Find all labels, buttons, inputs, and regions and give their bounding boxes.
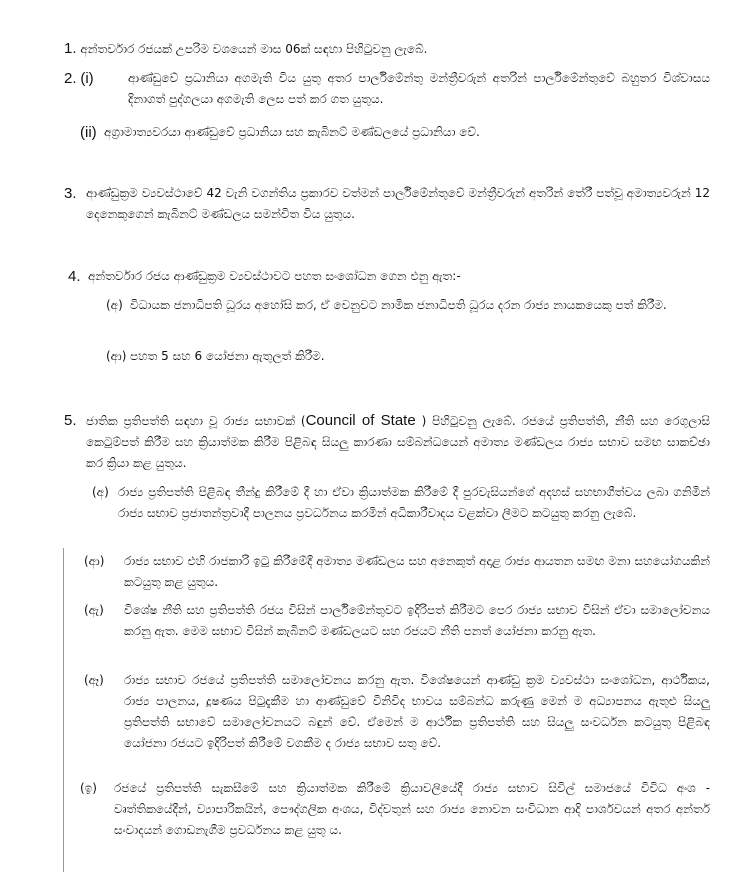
item-4-aa-label: (ආ) bbox=[106, 349, 127, 363]
item-5-number: 5. bbox=[64, 412, 77, 429]
item-1-number: 1. bbox=[64, 40, 77, 57]
item-5-u bbox=[80, 778, 710, 841]
item-5-aee-text: රාජ්‍ය සභාව රජයේ ප්‍රතිපත්ති සමාලෝචනය කරනු ඇත. විශේෂයෙන් ආණ්ඩු ක්‍රම ව්‍යවස්ථා සංශෝධන, ආර්ථිකය, රාජ්‍ය පාලනය, දූෂණය පිටුදැකීම හා ආණ්ඩුවේ විනිවිද භාවය සම්බන්ධ කරුණු මෙන් ම අධ්‍යාපනය ඇතුළු සියලු ප්‍රතිපත්ති සභාවේ සමාලෝචනයට බඳුන් වේ. ඒමෙන් ම ආර්ථික ප්‍රතිපත්ති සහ සියලු සංවර්ධන කටයුතු පිළිබඳ යෝජනා රජයට ඉදිරිපත් කිරීමේ වගකීම ද රාජ්‍ය සභාව සතු වේ. bbox=[124, 673, 710, 750]
item-5-aee bbox=[84, 670, 710, 754]
item-2-ii-text: අග්‍රාමාත්‍යවරයා ආණ්ඩුවේ ප්‍රධානියා සහ කැබිනට් මණ්ඩලයේ ප්‍රධානියා වේ. bbox=[104, 125, 480, 139]
item-1 bbox=[64, 38, 710, 60]
item-5-aa-label: (ආ) bbox=[84, 554, 105, 568]
item-3 bbox=[64, 183, 710, 225]
item-5-council-of-state: Council of State bbox=[305, 412, 416, 429]
item-5-aa bbox=[84, 551, 710, 593]
item-3-text: ආණ්ඩුක්‍රම ව්‍යවස්ථාවේ 42 වැනි වගන්තිය ප්‍රකාරව වත්මන් පාර්ලිමේන්තුවේ මන්ත්‍රීවරුන් අතරින් තේරී පත්වූ අමාත්‍යවරුන් 12 දෙනෙකුගෙන් කැබිනට් මණ්ඩලය සමන්විත විය යුතුය. bbox=[86, 186, 710, 221]
item-5-aee-label: (ඈ) bbox=[84, 673, 104, 687]
item-5-ae-text: විශේෂ නීති සහ ප්‍රතිපත්ති රජය විසින් පාර්ලිමේන්තුවට ඉදිරිපත් කිරීමට පෙර රාජ්‍ය සභාව විසින් ඒවා සමාලෝචනය කරනු ඇත. මෙම සභාව විසින් කැබිනට් මණ්ඩලයට සහ රජයට නීති පනත් යෝජනා කරනු ඇත. bbox=[124, 603, 710, 638]
item-4-a-label: (අ) bbox=[106, 298, 123, 312]
item-5-u-label: (ඉ) bbox=[80, 781, 97, 795]
item-2-number: 2. bbox=[64, 70, 77, 87]
item-4-text: අන්තර්වාර රජය ආණ්ඩුක්‍රම ව්‍යවස්ථාවට පහත සංශෝධන ගෙන එනු ඇත:- bbox=[88, 269, 461, 283]
item-4-number: 4. bbox=[68, 268, 81, 285]
item-4-aa-text: පහත 5 සහ 6 යෝජනා ඇතුලත් කිරීම. bbox=[130, 349, 325, 363]
item-5 bbox=[64, 410, 710, 474]
item-5-a-label: (අ) bbox=[92, 485, 109, 499]
item-2-i bbox=[64, 68, 710, 110]
item-5-ae bbox=[84, 600, 710, 642]
item-4-a-text: විධායක ජනාධිපති ධූරය අහෝසි කර, ඒ වෙනුවට නාමික ජනාධිපති ධූරය දරන රාජ්‍ය නායකයෙකු පත් කිරීම. bbox=[130, 298, 667, 312]
item-2-i-text: ආණ්ඩුවේ ප්‍රධානියා අගමැති විය යුතු අතර පාර්ලිමේන්තු මන්ත්‍රීවරුන් අතරින් පාර්ලිමේන්තුවේ බහුතර විශ්වාසය දිනාගත් පුද්ගලයා අගමැති ලෙස පත් කර ගත යුතුය. bbox=[128, 71, 710, 106]
item-5-a-text: රාජ්‍ය ප්‍රතිපත්ති පිළිබඳ තීන්දු කිරීමේ දී හා ඒවා ක්‍රියාත්මක කිරීමේ දී පුරවැසියන්ගේ අදහස් සහභාගීත්වය ලබා ගනිමින් රාජ්‍ය සභාව ප්‍රජාතන්ත්‍රවාදී පාලනය ප්‍රවර්ධනය කරමින් අධිකාරීවාදය වළක්වා ලීමට කටයුතු කරනු ලැබේ. bbox=[118, 485, 710, 520]
item-5-text-after: ) පිහිටුවනු ලැබේ. රජයේ ප්‍රතිපත්ති, නීති සහ රෙගුලාසි කෙටුම්පත් කිරීම සහ ක්‍රියාත්මක කිරීම පිළිබඳ සියලු කාරණා සම්බන්ධයෙන් අමාත්‍ය මණ්ඩලය රාජ්‍ය සභාව සමඟ සාකච්ඡා කර ක්‍රියා කළ යුතුය. bbox=[86, 414, 710, 470]
item-2-ii-label: (ii) bbox=[80, 124, 97, 141]
item-4 bbox=[68, 266, 708, 288]
margin-line bbox=[63, 548, 64, 872]
item-5-u-text: රජයේ ප්‍රතිපත්ති සැකසීමේ සහ ක්‍රියාත්මක කිරීමේ ක්‍රියාවලියේදී රාජ්‍ය සභාව සිවිල් සමාජයේ විවිධ අංශ - වෘත්තිකයේදීන්, ව්‍යාපාරිකයින්, පෞද්ගලික අංශය, විද්වතුන් සහ රාජ්‍ය නොවන සංවිධාන ආදි පාර්ශවයන් අතර අන්තර් සංවාදයන් ගොඩනැගීම ප්‍රවර්ධනය කළ යුතු ය. bbox=[114, 781, 710, 837]
item-5-a bbox=[92, 482, 710, 524]
item-5-text-before: ජාතික ප්‍රතිපත්ති සඳහා වූ රාජ්‍ය සභාවක් ( bbox=[86, 414, 306, 428]
item-4-aa bbox=[106, 346, 710, 367]
item-4-a bbox=[106, 295, 710, 316]
item-5-aa-text: රාජ්‍ය සභාව එහි රාජකාරි ඉටු කිරීමේදී අමාත්‍ය මණ්ඩලය සහ අනෙකුත් අදාළ රාජ්‍ය ආයතන සමඟ මනා සහයෝගයකින් කටයුතු කළ යුතුය. bbox=[124, 554, 710, 589]
item-3-number: 3. bbox=[64, 185, 77, 202]
item-2-ii bbox=[80, 122, 710, 144]
item-1-text: අන්තර්වාර රජයක් උපරිම වශයෙන් මාස 06ක් සඳහා පිහිටුවනු ලැබේ. bbox=[80, 42, 428, 56]
item-5-ae-label: (ඇ) bbox=[84, 603, 104, 617]
item-2-i-label: (i) bbox=[80, 70, 94, 87]
